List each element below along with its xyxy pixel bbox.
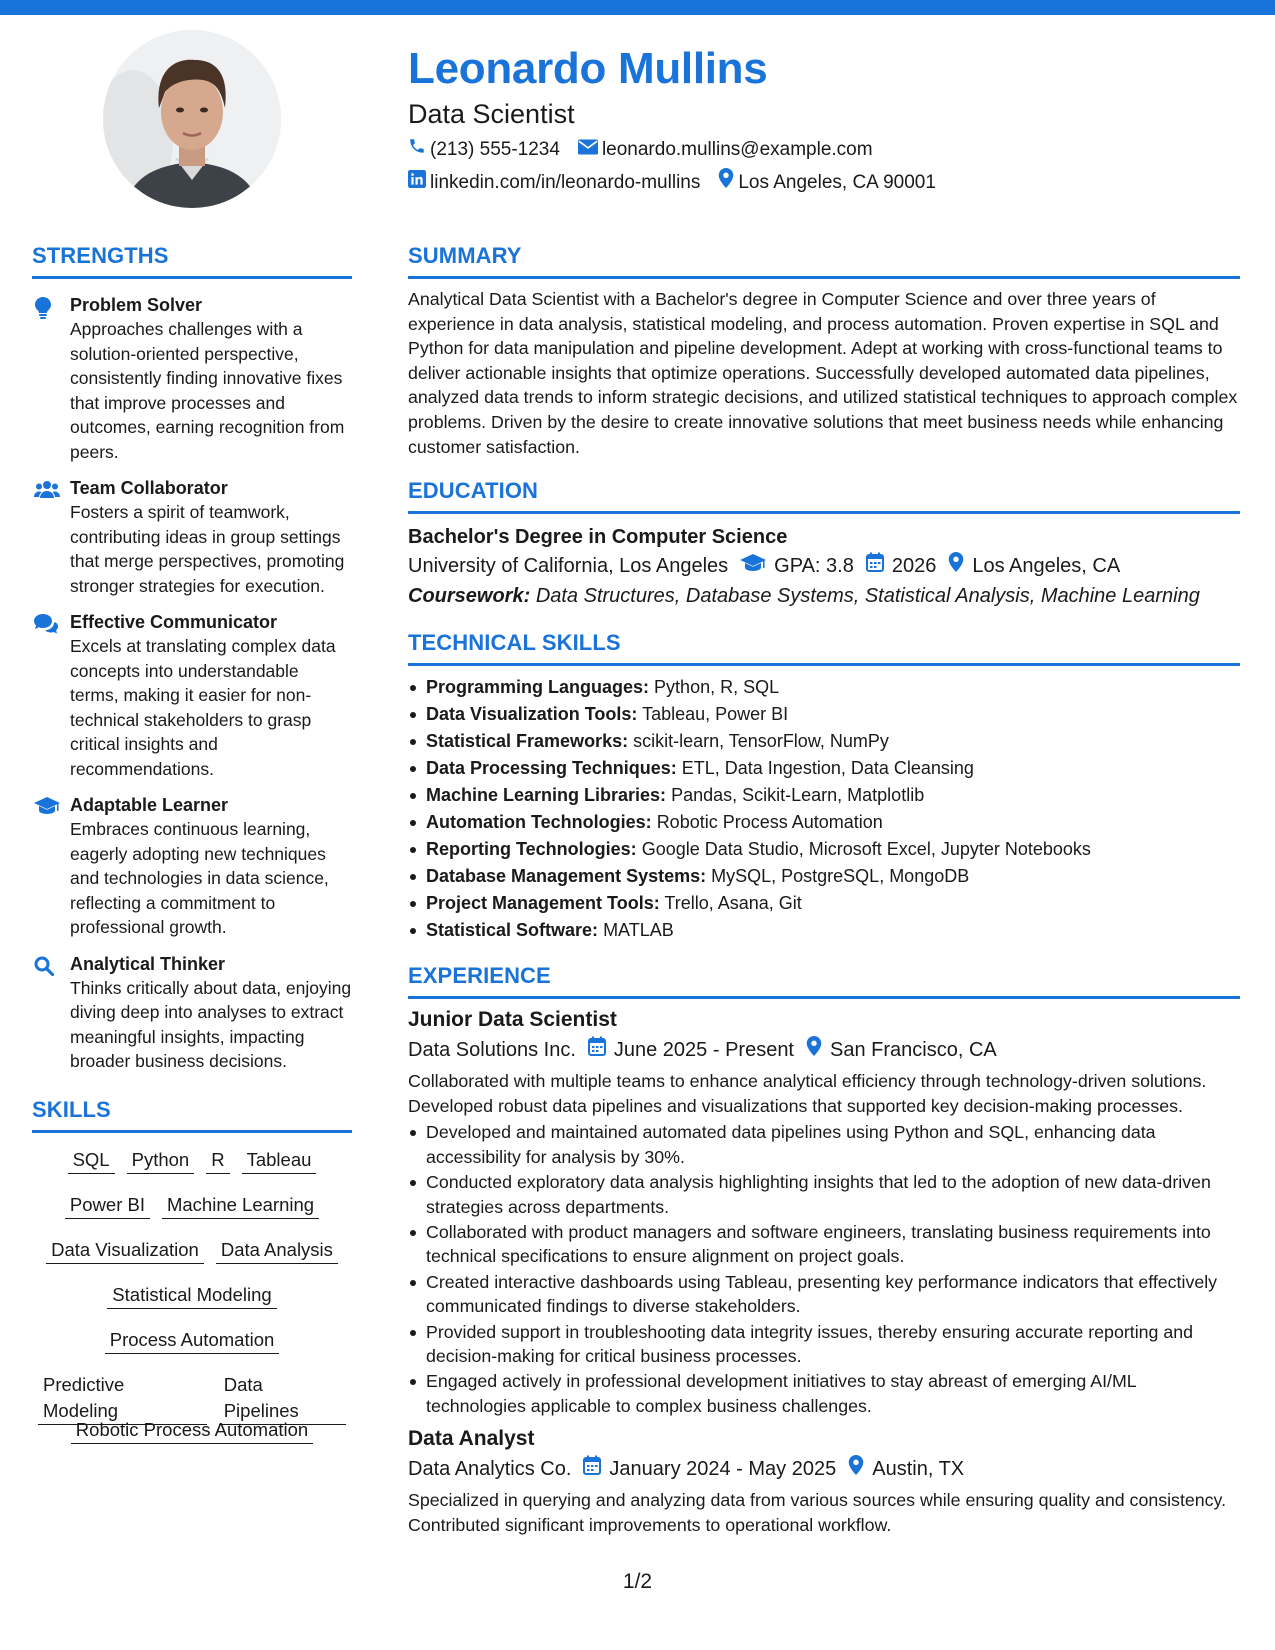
page-number: 1/2 — [622, 1570, 653, 1593]
edu-location-item — [948, 551, 1120, 581]
strength-item — [32, 793, 352, 940]
school-name: University of California, Los Angeles — [408, 555, 729, 578]
chat-bubbles-icon — [32, 610, 70, 781]
gpa-text: GPA: 3.8 — [774, 555, 854, 578]
coursework — [408, 581, 1240, 611]
list-item: Project Management Tools: Trello, Asana, Git — [408, 890, 1240, 917]
job-entry — [408, 1424, 1240, 1537]
skill-tag: Robotic Process Automation — [71, 1417, 313, 1444]
education-section — [408, 477, 1240, 611]
contact-row-1 — [408, 136, 1228, 164]
job-meta — [408, 1035, 1240, 1065]
list-item: Data Processing Techniques: ETL, Data Ingestion, Data Cleansing — [408, 755, 1240, 782]
experience-section — [408, 962, 1240, 1537]
skill-tag: Power BI — [65, 1192, 150, 1219]
profile-photo — [103, 30, 281, 208]
phone-contact — [408, 136, 560, 164]
strength-title: Team Collaborator — [70, 478, 228, 498]
company-name: Data Analytics Co. — [408, 1458, 572, 1481]
email-contact[interactable] — [578, 136, 873, 164]
job-description: Specialized in querying and analyzing data from various sources while ensuring quality and consistency. Contributed significant improvements to operational workflow. — [408, 1490, 1227, 1535]
skill-tag: SQL — [68, 1147, 115, 1174]
skill-tag: Data Analysis — [216, 1237, 338, 1264]
dates-text: June 2025 - Present — [613, 1039, 794, 1062]
strengths-heading: STRENGTHS — [32, 242, 352, 279]
calendar-icon — [583, 1454, 609, 1484]
strength-item — [32, 476, 352, 598]
degree-title: Bachelor's Degree in Computer Science — [408, 526, 788, 549]
map-pin-icon — [806, 1035, 830, 1065]
dates-text: January 2024 - May 2025 — [609, 1458, 837, 1481]
skills-heading: SKILLS — [32, 1096, 352, 1133]
list-item: Database Management Systems: MySQL, PostgreSQL, MongoDB — [408, 863, 1240, 890]
summary-heading: SUMMARY — [408, 242, 1240, 279]
skill-row — [32, 1147, 352, 1192]
coursework-label: Coursework: — [408, 585, 531, 608]
list-item: Programming Languages: Python, R, SQL — [408, 674, 1240, 701]
strength-item — [32, 610, 352, 781]
skill-tag: Predictive Modeling — [38, 1372, 207, 1425]
list-item: Engaged actively in professional development initiatives to stay abreast of emerging AI/ML technologies applicable to complex business challenges. — [408, 1369, 1240, 1418]
list-item: Provided support in troubleshooting data integrity issues, thereby ensuring accurate reporting and decision-making for critical business processes. — [408, 1320, 1240, 1369]
skills-section — [32, 1096, 352, 1462]
skill-tag: Process Automation — [105, 1327, 280, 1354]
list-item: Conducted exploratory data analysis highlighting insights that led to the adoption of new data-driven strategies across departments. — [408, 1170, 1240, 1219]
year-text: 2026 — [891, 555, 937, 578]
skill-tags — [32, 1147, 352, 1462]
map-pin-icon — [848, 1454, 872, 1484]
strength-description: Approaches challenges with a solution-oriented perspective, consistently finding innovative fixes that improve processes and outcomes, earning recognition from peers. — [70, 319, 345, 462]
strengths-list — [32, 293, 352, 1074]
linkedin-contact[interactable] — [408, 169, 700, 197]
skill-row — [32, 1417, 352, 1462]
location-text: Los Angeles, CA 90001 — [738, 171, 936, 193]
phone-text: (213) 555-1234 — [430, 139, 560, 160]
linkedin-icon — [408, 169, 430, 197]
skill-tag: Data Visualization — [46, 1237, 204, 1264]
email-text[interactable]: leonardo.mullins@example.com — [601, 139, 873, 160]
strength-title: Effective Communicator — [70, 612, 278, 632]
strength-description: Thinks critically about data, enjoying diving deep into analyses to extract meaningful insights, impacting broader business decisions. — [70, 977, 352, 1071]
dates-item — [588, 1035, 794, 1065]
strength-item — [32, 293, 352, 464]
dates-item — [583, 1454, 836, 1484]
gpa-item — [740, 551, 854, 581]
skill-row — [32, 1372, 352, 1421]
calendar-icon — [866, 551, 892, 581]
strength-title: Adaptable Learner — [70, 795, 229, 815]
strength-description: Fosters a spirit of teamwork, contributing ideas in group settings that merge perspectives, promoting stronger strategies for execution. — [70, 502, 345, 596]
top-accent-bar — [0, 0, 1275, 15]
graduation-cap-icon — [32, 793, 70, 940]
job-location-item — [806, 1035, 997, 1065]
phone-icon — [408, 136, 430, 164]
skill-row — [32, 1327, 352, 1372]
map-pin-icon — [948, 551, 972, 581]
skill-row — [32, 1237, 352, 1282]
skill-tag: Data Pipelines — [219, 1372, 346, 1425]
strength-description: Excels at translating complex data concepts into understandable terms, making it easier for non-technical stakeholders to grasp critical insights and recommendations. — [70, 636, 336, 779]
skill-row — [32, 1282, 352, 1327]
job-location-text: Austin, TX — [872, 1458, 965, 1481]
skill-row — [32, 1192, 352, 1237]
list-item: Statistical Software: MATLAB — [408, 917, 1240, 944]
year-item — [866, 551, 937, 581]
strength-title: Analytical Thinker — [70, 953, 226, 974]
list-item: Developed and maintained automated data pipelines using Python and SQL, enhancing data accessibility for analysis by 30%. — [408, 1120, 1240, 1169]
technical-skills-section — [408, 629, 1240, 944]
graduation-cap-icon — [740, 551, 774, 581]
skill-tag: Statistical Modeling — [107, 1282, 276, 1309]
list-item: Reporting Technologies: Google Data Studio, Microsoft Excel, Jupyter Notebooks — [408, 836, 1240, 863]
education-heading: EDUCATION — [408, 477, 1240, 514]
technical-skills-list — [408, 674, 1240, 944]
technical-skills-heading: TECHNICAL SKILLS — [408, 629, 1240, 666]
resume-header — [408, 42, 1228, 197]
skill-tag: R — [206, 1147, 229, 1174]
left-column — [32, 242, 352, 1462]
job-description: Collaborated with multiple teams to enhance analytical efficiency through technology-driven solutions. Developed robust data pipelines and visualizations that supported key decision-making processes. — [408, 1071, 1207, 1116]
contact-row-2 — [408, 168, 1228, 197]
skill-tag: Machine Learning — [162, 1192, 319, 1219]
users-icon — [32, 476, 70, 598]
summary-section — [408, 242, 1240, 459]
envelope-icon — [578, 136, 602, 164]
job-location-item — [848, 1454, 964, 1484]
list-item: Created interactive dashboards using Tableau, presenting key performance indicators that effectively communicated findings to diverse stakeholders. — [408, 1270, 1240, 1319]
candidate-title: Data Scientist — [408, 99, 575, 129]
job-bullets — [408, 1120, 1240, 1418]
lightbulb-icon — [32, 293, 70, 464]
job-title: Data Analyst — [408, 1427, 535, 1451]
skill-tag: Tableau — [242, 1147, 317, 1174]
job-meta — [408, 1454, 1240, 1484]
list-item: Machine Learning Libraries: Pandas, Scikit-Learn, Matplotlib — [408, 782, 1240, 809]
calendar-icon — [588, 1035, 614, 1065]
education-meta — [408, 551, 1240, 581]
summary-text: Analytical Data Scientist with a Bachelor's degree in Computer Science and over three years of experience in data analysis, statistical modeling, and process automation. Proven expertise in SQL and Python for data manipulation and pipeline development. Adept at working with cross-functional teams to deliver actionable insights that optimize operations. Successfully developed automated data pipelines, analyzed data trends to inform strategic decisions, and utilized statistical techniques to approach complex problems. Driven by the desire to create innovative solutions that meet business needs while enhancing customer satisfaction. — [408, 289, 1238, 457]
linkedin-text[interactable]: linkedin.com/in/leonardo-mullins — [430, 171, 701, 193]
edu-location-text: Los Angeles, CA — [972, 555, 1121, 578]
company-name: Data Solutions Inc. — [408, 1039, 576, 1062]
coursework-text: Data Structures, Database Systems, Statistical Analysis, Machine Learning — [535, 585, 1200, 608]
job-title: Junior Data Scientist — [408, 1008, 617, 1032]
map-pin-icon — [718, 168, 738, 197]
right-column — [408, 242, 1240, 1537]
location-contact — [718, 168, 936, 197]
job-location-text: San Francisco, CA — [830, 1039, 997, 1062]
strength-item — [32, 952, 352, 1074]
strength-description: Embraces continuous learning, eagerly adopting new techniques and technologies in data science, reflecting a commitment to professional growth. — [70, 819, 329, 937]
job-entry — [408, 1005, 1240, 1418]
search-icon — [32, 952, 70, 1074]
skill-tag: Python — [127, 1147, 195, 1174]
list-item: Automation Technologies: Robotic Process Automation — [408, 809, 1240, 836]
experience-heading: EXPERIENCE — [408, 962, 1240, 999]
list-item: Data Visualization Tools: Tableau, Power BI — [408, 701, 1240, 728]
strength-title: Problem Solver — [70, 295, 203, 315]
list-item: Statistical Frameworks: scikit-learn, TensorFlow, NumPy — [408, 728, 1240, 755]
list-item: Collaborated with product managers and software engineers, translating business requirements into technical specifications to ensure alignment on project goals. — [408, 1220, 1240, 1269]
candidate-name: Leonardo Mullins — [408, 44, 768, 93]
